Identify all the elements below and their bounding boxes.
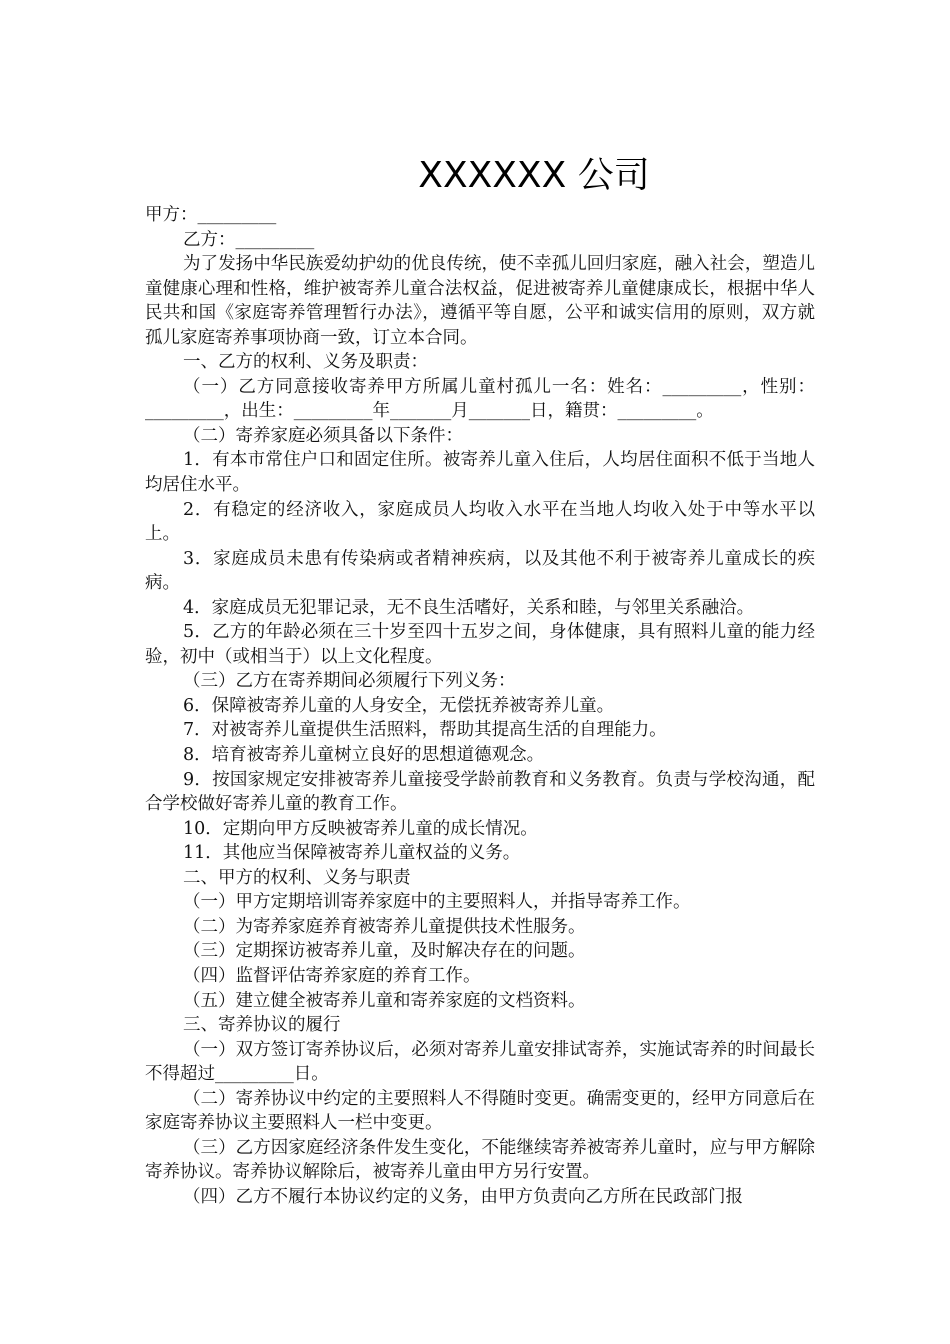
paragraph: 9．按国家规定安排被寄养儿童接受学龄前教育和义务教育。负责与学校沟通，配合学校做好寄养儿童的教育工作。: [145, 769, 815, 815]
paragraph: 二、甲方的权利、义务与职责: [183, 867, 411, 888]
paragraph: （二）寄养家庭必须具备以下条件：: [183, 425, 463, 446]
paragraph: 2．有稳定的经济收入，家庭成员人均收入水平在当地人均收入处于中等水平以上。: [145, 499, 815, 545]
paragraph: （一）乙方同意接收寄养甲方所属儿童村孤儿一名：姓名：_________，性别：_________，出生：_________年_______月_______日，籍贯：_________。: [145, 376, 815, 422]
paragraph: 一、乙方的权利、义务及职责：: [183, 352, 428, 373]
paragraph: （三）乙方因家庭经济条件发生变化，不能继续寄养被寄养儿童时，应与甲方解除寄养协议。寄养协议解除后，被寄养儿童由甲方另行安置。: [145, 1137, 815, 1183]
paragraph: （四）监督评估寄养家庭的养育工作。: [183, 965, 481, 986]
paragraph: 3．家庭成员未患有传染病或者精神疾病，以及其他不利于被寄养儿童成长的疾病。: [145, 548, 815, 594]
paragraph: 10．定期向甲方反映被寄养儿童的成长情况。: [183, 818, 538, 839]
document-title: XXXXXX 公司: [418, 155, 650, 196]
paragraph: 11．其他应当保障被寄养儿童权益的义务。: [183, 843, 521, 864]
paragraph: 为了发扬中华民族爱幼护幼的优良传统，使不幸孤儿回归家庭，融入社会，塑造儿童健康心理和性格，维护被寄养儿童合法权益，促进被寄养儿童健康成长，根据中华人民共和国《家庭寄养管理暂行办法》，遵循平等自愿，公平和诚实信用的原则，双方就孤儿家庭寄养事项协商一致，订立本合同。: [145, 254, 815, 348]
paragraph: （一）双方签订寄养协议后，必须对寄养儿童安排试寄养，实施试寄养的时间最长不得超过_________日。: [145, 1039, 815, 1085]
paragraph: 6．保障被寄养儿童的人身安全，无偿抚养被寄养儿童。: [183, 695, 615, 716]
document-body: [145, 203, 815, 1209]
paragraph: 甲方：_________: [145, 205, 277, 225]
paragraph: （二）为寄养家庭养育被寄养儿童提供技术性服务。: [183, 916, 586, 937]
paragraph: 乙方：_________: [183, 229, 315, 250]
paragraph: 8．培育被寄养儿童树立良好的思想道德观念。: [183, 745, 545, 766]
paragraph: （四）乙方不履行本协议约定的义务，由甲方负责向乙方所在民政部门报: [183, 1186, 743, 1207]
paragraph: （三）定期探访被寄养儿童，及时解决存在的问题。: [183, 941, 586, 962]
paragraph: 7．对被寄养儿童提供生活照料，帮助其提高生活的自理能力。: [183, 720, 667, 741]
paragraph: （二）寄养协议中约定的主要照料人不得随时变更。确需变更的，经甲方同意后在家庭寄养协议主要照料人一栏中变更。: [145, 1088, 815, 1134]
paragraph: （五）建立健全被寄养儿童和寄养家庭的文档资料。: [183, 990, 586, 1011]
paragraph: 三、寄养协议的履行: [183, 1015, 341, 1036]
paragraph: 5．乙方的年龄必须在三十岁至四十五岁之间，身体健康，具有照料儿童的能力经验，初中（或相当于）以上文化程度。: [145, 622, 815, 667]
paragraph: 4．家庭成员无犯罪记录，无不良生活嗜好，关系和睦，与邻里关系融洽。: [183, 597, 755, 618]
paragraph: （三）乙方在寄养期间必须履行下列义务：: [183, 671, 516, 692]
paragraph: （一）甲方定期培训寄养家庭中的主要照料人，并指导寄养工作。: [183, 892, 691, 913]
paragraph: 1．有本市常住户口和固定住所。被寄养儿童入住后，人均居住面积不低于当地人均居住水平。: [145, 450, 815, 496]
